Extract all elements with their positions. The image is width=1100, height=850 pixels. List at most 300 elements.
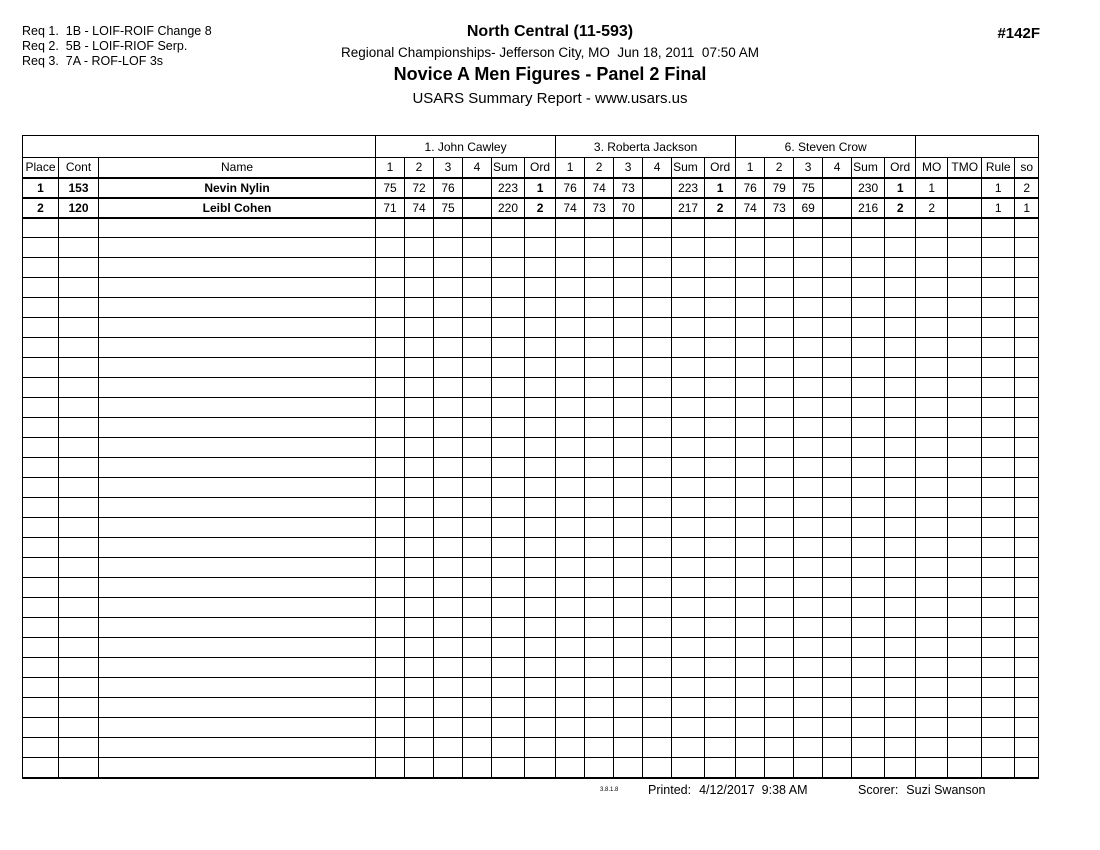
score-cell: [794, 618, 823, 638]
sum-cell: 216: [852, 198, 885, 218]
score-cell: [823, 318, 852, 338]
score-cell: [556, 298, 585, 318]
score-cell: 74: [585, 178, 614, 198]
score-cell: [405, 578, 434, 598]
mo-cell: [916, 518, 948, 538]
score-cell: [556, 598, 585, 618]
score-cell: [463, 718, 492, 738]
score-cell: [765, 498, 794, 518]
score-cell: [556, 338, 585, 358]
score-cell: [585, 298, 614, 318]
name-cell: [99, 378, 376, 398]
report-header: [0, 23, 1100, 107]
judge-header-row: [23, 136, 1039, 158]
score-cell: [585, 698, 614, 718]
score-cell: [765, 758, 794, 778]
score-cell: [794, 298, 823, 318]
score-cell: [823, 718, 852, 738]
rule-cell: [982, 618, 1015, 638]
score-cell: [376, 378, 405, 398]
ord-cell: [705, 278, 736, 298]
ord-cell: [525, 378, 556, 398]
mo-cell: [916, 418, 948, 438]
so-cell: [1015, 298, 1039, 318]
tmo-cell: [948, 418, 982, 438]
sum-cell: [672, 698, 705, 718]
score-cell: [794, 498, 823, 518]
ord-cell: [885, 618, 916, 638]
score-cell: [556, 538, 585, 558]
cont-cell: [59, 578, 99, 598]
score-cell: [765, 558, 794, 578]
score-cell: [434, 478, 463, 498]
ord-cell: [705, 298, 736, 318]
ord-cell: [705, 698, 736, 718]
requirement-line: Req 2. 5B - LOIF-RIOF Serp.: [22, 39, 188, 53]
sum-cell: [852, 738, 885, 758]
score-cell: [823, 238, 852, 258]
so-cell: [1015, 338, 1039, 358]
empty-row: [23, 578, 1039, 598]
score-cell: [556, 238, 585, 258]
sum-cell: [852, 458, 885, 478]
so-cell: [1015, 358, 1039, 378]
mo-column-header: MO: [916, 158, 948, 178]
cont-cell: [59, 398, 99, 418]
tmo-cell: [948, 198, 982, 218]
score-cell: [376, 238, 405, 258]
cont-cell: [59, 518, 99, 538]
empty-row: [23, 598, 1039, 618]
score-cell: [736, 758, 765, 778]
score-cell: [463, 478, 492, 498]
sum-cell: [852, 578, 885, 598]
score-cell: [614, 398, 643, 418]
so-cell: [1015, 538, 1039, 558]
score-cell: [736, 378, 765, 398]
score-column-header: 4: [643, 158, 672, 178]
sum-cell: [492, 678, 525, 698]
score-cell: [585, 458, 614, 478]
cont-cell: [59, 738, 99, 758]
name-cell: [99, 258, 376, 278]
empty-row: [23, 518, 1039, 538]
score-cell: [823, 418, 852, 438]
score-cell: [794, 538, 823, 558]
so-cell: [1015, 758, 1039, 778]
empty-row: [23, 558, 1039, 578]
score-cell: [736, 658, 765, 678]
ord-cell: [885, 238, 916, 258]
empty-row: [23, 678, 1039, 698]
rule-cell: [982, 398, 1015, 418]
score-cell: 69: [794, 198, 823, 218]
ord-cell: 2: [525, 198, 556, 218]
cont-cell: [59, 638, 99, 658]
score-cell: [585, 558, 614, 578]
score-cell: [643, 178, 672, 198]
cont-cell: [59, 558, 99, 578]
sum-cell: 223: [492, 178, 525, 198]
score-cell: [434, 458, 463, 478]
cont-cell: [59, 378, 99, 398]
score-column-header: 4: [823, 158, 852, 178]
sum-cell: [852, 518, 885, 538]
name-cell: [99, 398, 376, 418]
score-cell: [405, 218, 434, 238]
score-column-header: 2: [585, 158, 614, 178]
so-cell: 1: [1015, 198, 1039, 218]
ord-cell: [885, 338, 916, 358]
score-cell: [823, 458, 852, 478]
empty-row: [23, 278, 1039, 298]
place-cell: [23, 378, 59, 398]
so-cell: [1015, 398, 1039, 418]
score-cell: [765, 218, 794, 238]
mo-cell: [916, 238, 948, 258]
so-cell: [1015, 738, 1039, 758]
score-cell: [643, 418, 672, 438]
score-column-header: 1: [736, 158, 765, 178]
score-cell: 79: [765, 178, 794, 198]
score-cell: [643, 198, 672, 218]
score-cell: [614, 278, 643, 298]
tmo-cell: [948, 478, 982, 498]
score-cell: [585, 478, 614, 498]
name-cell: [99, 678, 376, 698]
page-title: Novice A Men Figures - Panel 2 Final: [393, 64, 707, 84]
score-cell: [434, 338, 463, 358]
score-cell: [405, 678, 434, 698]
sum-cell: [672, 238, 705, 258]
cont-cell: [59, 278, 99, 298]
so-cell: [1015, 218, 1039, 238]
name-cell: [99, 418, 376, 438]
score-cell: [643, 218, 672, 238]
ord-cell: [525, 758, 556, 778]
score-cell: [463, 558, 492, 578]
name-cell: [99, 358, 376, 378]
score-cell: [434, 398, 463, 418]
score-cell: [765, 278, 794, 298]
score-cell: [585, 418, 614, 438]
sum-cell: [492, 318, 525, 338]
sum-cell: [672, 478, 705, 498]
so-cell: [1015, 578, 1039, 598]
sum-cell: [492, 518, 525, 538]
ord-cell: [525, 658, 556, 678]
ord-cell: [885, 498, 916, 518]
score-cell: 75: [376, 178, 405, 198]
score-cell: [794, 278, 823, 298]
sum-cell: [852, 698, 885, 718]
score-cell: [794, 598, 823, 618]
rule-cell: [982, 298, 1015, 318]
cont-cell: [59, 418, 99, 438]
place-cell: [23, 738, 59, 758]
score-cell: [376, 258, 405, 278]
rule-cell: [982, 758, 1015, 778]
tmo-cell: [948, 238, 982, 258]
so-cell: [1015, 278, 1039, 298]
ord-cell: 2: [885, 198, 916, 218]
score-cell: [643, 338, 672, 358]
ord-cell: [885, 378, 916, 398]
empty-row: [23, 638, 1039, 658]
mo-cell: [916, 378, 948, 398]
score-cell: [434, 538, 463, 558]
score-cell: [794, 718, 823, 738]
ord-cell: [885, 318, 916, 338]
sum-cell: [672, 358, 705, 378]
so-cell: [1015, 658, 1039, 678]
rule-cell: 1: [982, 178, 1015, 198]
score-cell: [405, 458, 434, 478]
sum-cell: [492, 398, 525, 418]
place-cell: [23, 318, 59, 338]
score-cell: [614, 478, 643, 498]
score-cell: [614, 538, 643, 558]
place-cell: [23, 618, 59, 638]
ord-cell: [885, 718, 916, 738]
mo-cell: [916, 438, 948, 458]
score-cell: 74: [556, 198, 585, 218]
empty-row: [23, 658, 1039, 678]
empty-row: [23, 478, 1039, 498]
score-cell: [585, 678, 614, 698]
score-cell: [463, 618, 492, 638]
ord-cell: [705, 438, 736, 458]
score-cell: [765, 578, 794, 598]
score-cell: [823, 498, 852, 518]
sum-cell: [492, 438, 525, 458]
score-cell: [463, 398, 492, 418]
name-cell: [99, 218, 376, 238]
ord-cell: [525, 298, 556, 318]
score-cell: [643, 258, 672, 278]
sum-cell: [492, 638, 525, 658]
sum-cell: [492, 758, 525, 778]
tmo-cell: [948, 218, 982, 238]
name-cell: [99, 298, 376, 318]
score-cell: [405, 358, 434, 378]
sum-cell: [492, 718, 525, 738]
score-cell: [765, 598, 794, 618]
rule-cell: [982, 518, 1015, 538]
tmo-cell: [948, 558, 982, 578]
place-cell: [23, 758, 59, 778]
score-cell: [765, 358, 794, 378]
ord-cell: [705, 378, 736, 398]
mo-cell: [916, 458, 948, 478]
report-number: #142F: [997, 25, 1040, 42]
rule-cell: [982, 358, 1015, 378]
ord-cell: [885, 398, 916, 418]
tmo-cell: [948, 178, 982, 198]
score-cell: 73: [585, 198, 614, 218]
rule-cell: [982, 718, 1015, 738]
score-cell: [823, 618, 852, 638]
empty-row: [23, 698, 1039, 718]
rule-cell: [982, 458, 1015, 478]
empty-row: [23, 378, 1039, 398]
score-cell: [405, 418, 434, 438]
ord-cell: [885, 358, 916, 378]
cont-cell: [59, 238, 99, 258]
score-cell: [556, 618, 585, 638]
score-cell: [794, 378, 823, 398]
cont-cell: [59, 718, 99, 738]
score-cell: [463, 318, 492, 338]
ord-cell: [525, 458, 556, 478]
so-cell: 2: [1015, 178, 1039, 198]
tmo-cell: [948, 398, 982, 418]
score-cell: [376, 318, 405, 338]
score-cell: [823, 278, 852, 298]
score-cell: [614, 458, 643, 478]
rule-cell: [982, 278, 1015, 298]
score-cell: [643, 458, 672, 478]
ord-cell: [525, 678, 556, 698]
rule-cell: [982, 738, 1015, 758]
name-cell: [99, 458, 376, 478]
score-cell: [614, 238, 643, 258]
name-cell: [99, 538, 376, 558]
empty-row: [23, 318, 1039, 338]
score-cell: [434, 678, 463, 698]
score-cell: [405, 498, 434, 518]
rule-cell: [982, 658, 1015, 678]
sum-column-header: Sum: [852, 158, 885, 178]
sum-cell: [672, 638, 705, 658]
place-cell: [23, 498, 59, 518]
judge-row-spacer-right: [916, 136, 1039, 158]
sum-cell: [672, 338, 705, 358]
sum-cell: [852, 258, 885, 278]
score-cell: [405, 598, 434, 618]
rule-column-header: Rule: [982, 158, 1015, 178]
so-cell: [1015, 318, 1039, 338]
score-cell: [463, 358, 492, 378]
score-cell: [463, 658, 492, 678]
so-cell: [1015, 498, 1039, 518]
name-cell: Nevin Nylin: [99, 178, 376, 198]
place-cell: 1: [23, 178, 59, 198]
sum-cell: [492, 618, 525, 638]
score-cell: [376, 558, 405, 578]
mo-cell: [916, 578, 948, 598]
cont-cell: [59, 498, 99, 518]
score-cell: [643, 698, 672, 718]
score-cell: [376, 298, 405, 318]
score-cell: [463, 298, 492, 318]
score-cell: [736, 518, 765, 538]
score-cell: [434, 758, 463, 778]
place-cell: [23, 678, 59, 698]
tmo-cell: [948, 298, 982, 318]
score-cell: [556, 258, 585, 278]
score-cell: [794, 258, 823, 278]
sum-cell: [852, 438, 885, 458]
place-cell: 2: [23, 198, 59, 218]
so-cell: [1015, 238, 1039, 258]
score-cell: [765, 338, 794, 358]
ord-cell: [705, 558, 736, 578]
score-column-header: 3: [614, 158, 643, 178]
score-cell: [823, 178, 852, 198]
name-column-header: Name: [99, 158, 376, 178]
ord-cell: [525, 238, 556, 258]
name-cell: [99, 578, 376, 598]
score-cell: [823, 598, 852, 618]
score-cell: [376, 458, 405, 478]
cont-cell: [59, 438, 99, 458]
rule-cell: [982, 238, 1015, 258]
score-cell: [736, 398, 765, 418]
score-cell: [736, 478, 765, 498]
score-cell: [376, 658, 405, 678]
score-cell: [376, 598, 405, 618]
ord-column-header: Ord: [525, 158, 556, 178]
cont-cell: [59, 698, 99, 718]
score-cell: [585, 318, 614, 338]
ord-cell: [705, 338, 736, 358]
ord-cell: [885, 258, 916, 278]
tmo-cell: [948, 538, 982, 558]
score-cell: [463, 338, 492, 358]
ord-cell: [705, 458, 736, 478]
score-cell: [585, 498, 614, 518]
score-cell: [736, 498, 765, 518]
results-table: [22, 135, 1039, 779]
score-cell: [585, 378, 614, 398]
sum-cell: [852, 718, 885, 738]
score-cell: [736, 598, 765, 618]
score-cell: [556, 698, 585, 718]
rule-cell: [982, 698, 1015, 718]
sum-cell: [492, 538, 525, 558]
mo-cell: [916, 698, 948, 718]
score-cell: [585, 638, 614, 658]
rule-cell: [982, 598, 1015, 618]
score-cell: [376, 638, 405, 658]
so-cell: [1015, 378, 1039, 398]
score-cell: 73: [765, 198, 794, 218]
score-cell: [614, 558, 643, 578]
sum-cell: [852, 758, 885, 778]
sum-cell: 223: [672, 178, 705, 198]
score-cell: [765, 418, 794, 438]
score-cell: [585, 598, 614, 618]
sum-cell: [852, 318, 885, 338]
ord-cell: [705, 638, 736, 658]
score-cell: [643, 678, 672, 698]
empty-row: [23, 338, 1039, 358]
scorer-info: [858, 783, 986, 797]
score-cell: [736, 458, 765, 478]
score-cell: [434, 638, 463, 658]
so-cell: [1015, 438, 1039, 458]
result-row: [23, 198, 1039, 218]
cont-cell: [59, 618, 99, 638]
score-cell: [794, 438, 823, 458]
sum-cell: [492, 698, 525, 718]
score-cell: [614, 338, 643, 358]
score-cell: [434, 358, 463, 378]
score-cell: [556, 738, 585, 758]
sum-cell: [672, 758, 705, 778]
score-cell: [823, 358, 852, 378]
